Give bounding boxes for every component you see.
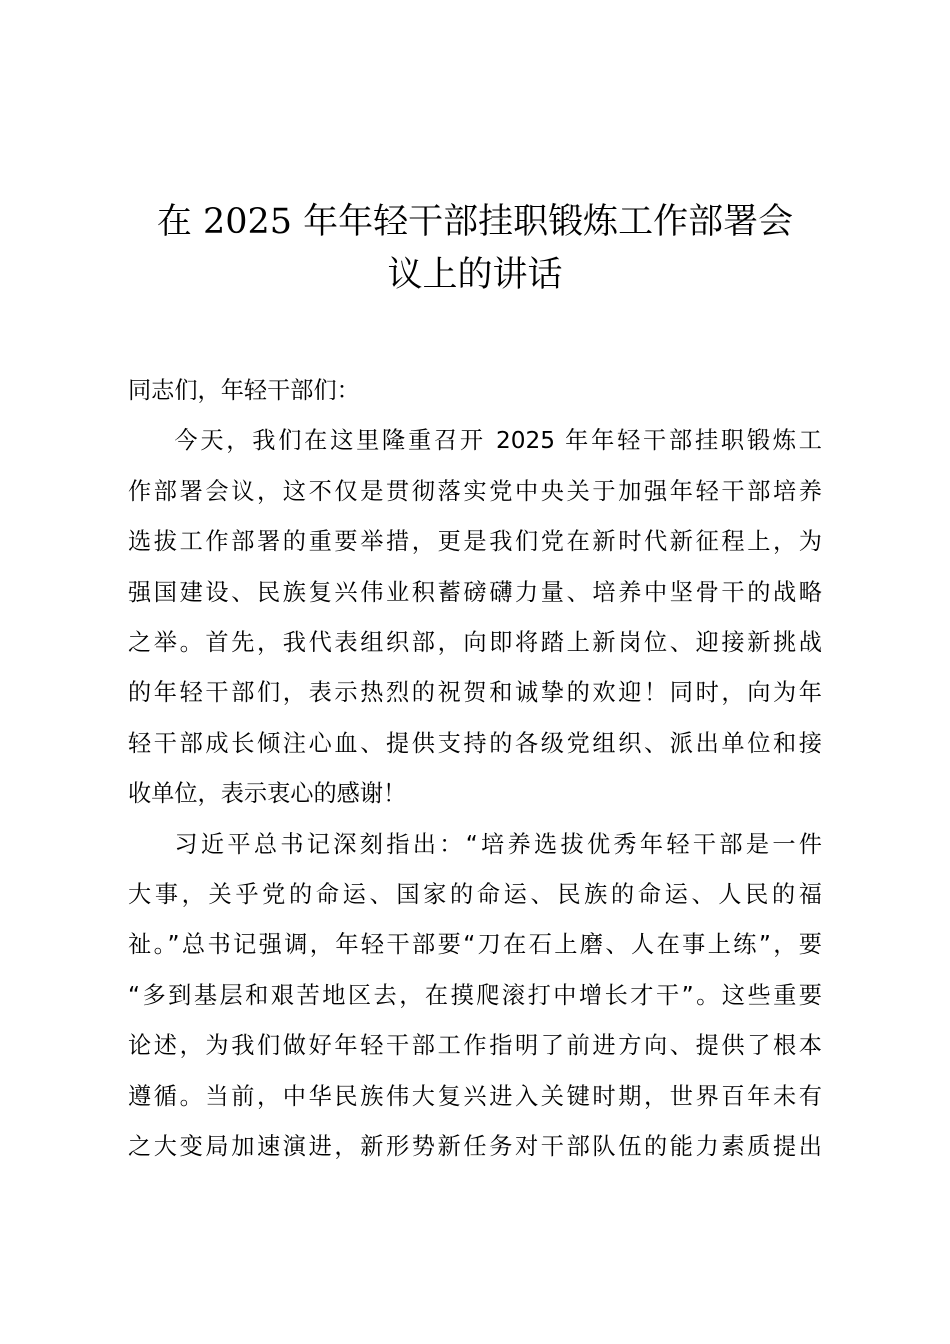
- paragraph-line: 选拔工作部署的重要举措，更是我们党在新时代新征程上，为: [128, 528, 822, 556]
- paragraph-line: 今天，我们在这里隆重召开 2025 年年轻干部挂职锻炼工: [174, 427, 822, 455]
- title-line-1: 在 2025 年年轻干部挂职锻炼工作部署会: [156, 202, 794, 242]
- paragraph-1: [128, 416, 822, 819]
- paragraph-line: 作部署会议，这不仅是贯彻落实党中央关于加强年轻干部培养: [128, 477, 822, 505]
- title-line-2: 议上的讲话: [387, 255, 563, 295]
- greeting: [128, 366, 822, 416]
- document-body: [128, 366, 822, 1173]
- paragraph-line: 轻干部成长倾注心血、提供支持的各级党组织、派出单位和接: [128, 729, 822, 757]
- paragraph-line: 之大变局加速演进，新形势新任务对干部队伍的能力素质提出: [128, 1133, 822, 1161]
- paragraph-line: 的年轻干部们，表示热烈的祝贺和诚挚的欢迎！同时，向为年: [128, 679, 822, 707]
- paragraph-line: 论述，为我们做好年轻干部工作指明了前进方向、提供了根本: [128, 1032, 822, 1060]
- greeting-text: 同志们，年轻干部们：: [128, 377, 360, 404]
- paragraph-line: 祉。”总书记强调，年轻干部要“刀在石上磨、人在事上练”，要: [128, 931, 822, 959]
- paragraph-2: [128, 820, 822, 1173]
- paragraph-line: 之举。首先，我代表组织部，向即将踏上新岗位、迎接新挑战: [128, 629, 822, 657]
- paragraph-line: 习近平总书记深刻指出：“培养选拔优秀年轻干部是一件: [174, 830, 822, 858]
- paragraph-line: 收单位，表示衷心的感谢！: [128, 780, 407, 808]
- document-title: [128, 196, 822, 302]
- paragraph-line: 强国建设、民族复兴伟业积蓄磅礴力量、培养中坚骨干的战略: [128, 578, 822, 606]
- paragraph-line: 遵循。当前，中华民族伟大复兴进入关键时期，世界百年未有: [128, 1082, 822, 1110]
- paragraph-line: 大事，关乎党的命运、国家的命运、民族的命运、人民的福: [128, 881, 822, 909]
- paragraph-line: “多到基层和艰苦地区去，在摸爬滚打中增长才干”。这些重要: [128, 981, 822, 1009]
